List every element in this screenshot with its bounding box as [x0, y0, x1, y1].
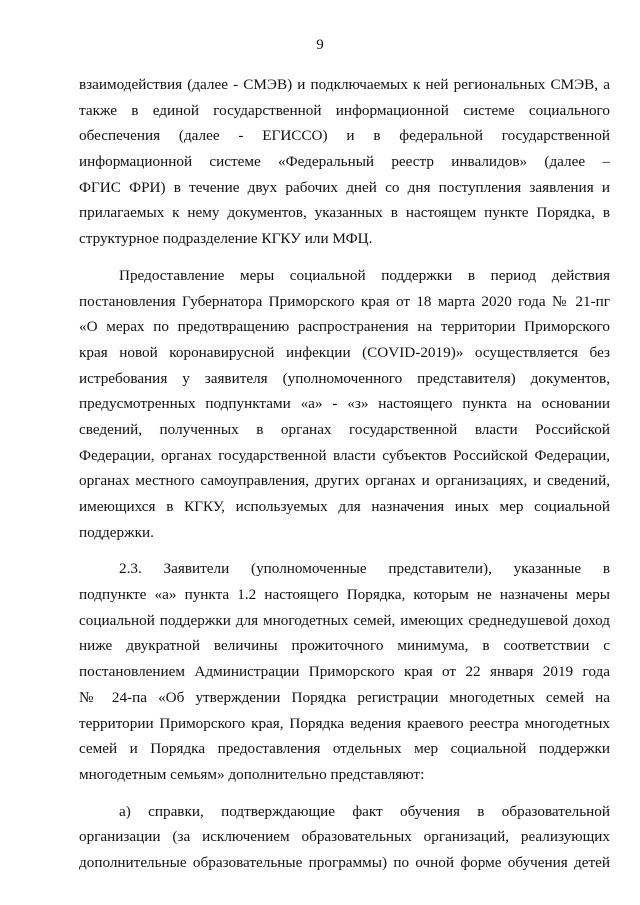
text-line: Предоставление меры социальной поддержки в период действия — [119, 266, 610, 284]
text-line: структурное подразделение КГКУ или МФЦ. — [79, 230, 373, 248]
text-line: постановлением Администрации Приморского края от 22 января 2019 года — [79, 663, 610, 681]
text-line: также в единой государственной информационной системе социального — [79, 101, 610, 119]
text-line: органах местного самоуправления, других органах и организациях, и сведений, — [79, 472, 610, 490]
text-line: организации (за исключением образовательных организаций, реализующих — [79, 828, 610, 846]
paragraph-gap — [79, 788, 610, 799]
paragraph-gap — [79, 545, 610, 556]
text-line: ниже двукратной величины прожиточного минимума, в соответствии с — [79, 637, 610, 655]
text-line: семей и Порядка предоставления отдельных мер социальной поддержки — [79, 740, 610, 758]
text-line: подпункте «а» пункта 1.2 настоящего Порядка, которым не назначены меры — [79, 586, 610, 604]
text-line: истребования у заявителя (уполномоченного представителя) документов, — [79, 369, 610, 387]
text-line: 2.3. Заявители (уполномоченные представители), указанные в — [119, 560, 610, 578]
text-line: предусмотренных подпунктами «а» - «з» настоящего пункта на основании — [79, 395, 610, 413]
paragraph-gap — [79, 252, 610, 263]
text-line: сведений, полученных в органах государственной власти Российской — [79, 420, 610, 438]
text-line: взаимодействия (далее - СМЭВ) и подключаемых к ней региональных СМЭВ, а — [79, 76, 610, 93]
text-line: социальной поддержки для многодетных семей, имеющих среднедушевой доход — [79, 611, 610, 629]
text-line: поддержки. — [79, 523, 154, 541]
text-line: края новой коронавирусной инфекции (COVID-2019)» осуществляется без — [79, 343, 610, 361]
text-line: многодетным семьям» дополнительно представляют: — [79, 765, 425, 783]
text-line: информационной системе «Федеральный реестр инвалидов» (далее – — [79, 153, 610, 171]
text-line: № 24-па «Об утверждении Порядка регистрации многодетных семей на — [79, 688, 610, 706]
text-line: прилагаемых к нему документов, указанных в настоящем пункте Порядка, в — [79, 204, 610, 222]
text-line: дополнительные образовательные программы) по очной форме обучения детей — [79, 853, 610, 871]
text-line: постановления Губернатора Приморского края от 18 марта 2020 года № 21-пг — [79, 292, 610, 310]
paragraph — [79, 263, 610, 546]
text-line: ФГИС ФРИ) в течение двух рабочих дней со дня поступления заявления и — [79, 178, 610, 196]
text-line: обеспечения (далее - ЕГИССО) и в федеральной государственной — [79, 127, 610, 145]
text-line: Федерации, органах государственной власти субъектов Российской Федерации, — [79, 446, 610, 464]
paragraph — [79, 799, 610, 876]
paragraph — [79, 556, 610, 787]
text-line: территории Приморского края, Порядка ведения краевого реестра многодетных — [79, 714, 610, 732]
text-line: имеющихся в КГКУ, используемых для назначения иных мер социальной — [79, 498, 610, 515]
text-line: а) справки, подтверждающие факт обучения в образовательной — [119, 802, 610, 820]
text-line: «О мерах по предотвращению распространения на территории Приморского — [79, 318, 610, 336]
paragraph — [79, 72, 610, 252]
body-text — [79, 72, 610, 876]
page-number: 9 — [316, 37, 324, 53]
